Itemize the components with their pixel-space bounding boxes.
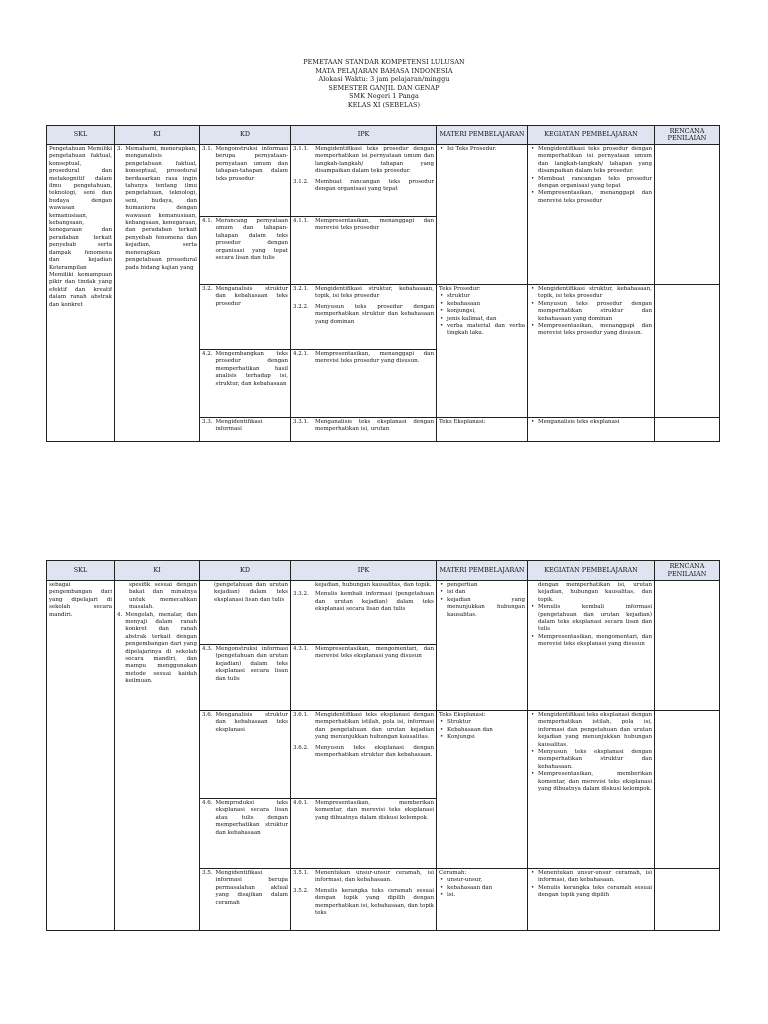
rencana-cell (655, 145, 720, 285)
col-header-ipk: IPK (291, 126, 437, 145)
col-header-rencana: RENCANA PENILAIAN (655, 561, 720, 581)
mapping-table-2 (46, 560, 720, 931)
ipk-cell: 3.6.1. Mengidentifikasi teks eksplanasi dengan memperhatikan istilah, pola isi, informasi dan pengetahuan dan urutan kejadian yang menunjukkan hubungan kausalitas. 3.6.2. Menyusun teks eksplanasi dengan memperhatikan struktur dan kebahasaan. (291, 711, 437, 799)
col-header-materi: MATERI PEMBELAJARAN (437, 126, 528, 145)
rencana-cell (655, 581, 720, 711)
col-header-skl: SKL (47, 561, 115, 581)
rencana-cell (655, 285, 720, 418)
document-header (0, 58, 768, 110)
ipk-cell: 3.3.1. Menganalisis teks eksplanasi dengan memperhatikan isi, urutan (291, 418, 437, 442)
col-header-ki: KI (115, 126, 200, 145)
doc-class: KELAS XI (SEBELAS) (347, 100, 421, 109)
doc-title: PEMETAAN STANDAR KOMPETENSI LULUSAN (303, 58, 465, 66)
skl-cell: Pengetahuan Memiliki pengetahuan faktual, konseptual, prosedural dan metakognitif dalam ilmu pengetahuan, teknologi, seni dan budaya dengan wawasan kemanusiaan, kebangsaan, kenegaraan dan peradaban terkait penyebab serta dampak fenomena dan kejadian Keterampilan Memiliki kemampuan pikir dan tindak yang efektif dan kreatif dalam ranah abstrak dan konkret (47, 145, 115, 442)
kd-cell: 3.6. Menganalisis struktur dan kebahasaan teks eksplanasi (200, 711, 291, 799)
kegiatan-cell: • Mengidentifikasi teks eksplanasi dengan memperhatikan istilah, pola isi, informasi dan pengetahuan dan urutan kejadian yang menunjukkan hubungan kausalitas. • Menyusun teks eksplanasi dengan memperhatikan struktur dan kebahasaan. • Mempresentasikan, memberikan komentar, dan merevisi teks eksplanasi yang dibuatnya dalam diskusi kelompok. (528, 711, 655, 869)
ipk-cell: 4.6.1. Mempresentasikan, memberikan komentar, dan merevisi teks eksplanasi yang dibuatnya dalam diskusi kelompok. (291, 799, 437, 869)
kd-cell: 3.5. Mengidentifikasi informasi berupa permasalahan aktual yang disajikan dalam ceramah (200, 869, 291, 931)
ipk-cell: 4.3.1. Mempresentasikan, mengomentari, dan merevisi teks eksplanasi yang disusun (291, 645, 437, 711)
kegiatan-cell: dengan memperhatikan isi, urutan kejadian, hubungan kausalitas, dan topik. • Menulis kembali informasi (pengetahuan dan urutan kejadian) dalam teks eksplanasi secara lisan dan tulis • Mempresentasikan, mengomentari, dan merevisi teks eksplanasi yang disusun (528, 581, 655, 711)
materi-cell: Teks Eksplanasi: (437, 418, 528, 442)
col-header-rencana: RENCANA PENILAIAN (655, 126, 720, 145)
kegiatan-cell: • Mengidentifikasi teks prosedur dengan memperhatikan isi pernyataan umum dan langkah-langkah/ tahapan yang disampaikan dalam teks prosedur. • Membuat rancangan teks prosedur dengan organisasi yang tepat • Mempresentasikan, menanggapi dan merevisi teks prosedur (528, 145, 655, 285)
kd-cell: 4.1. Merancang pernyataan umum dan tahapan-tahapan dalam teks prosedur dengan organisasi yang tepat secara lisan dan tulis (200, 217, 291, 285)
ipk-cell: 3.5.1. Menentukan unsur-unsur ceramah, isi informasi, dan kebahasaan. 3.5.2. Menulis kerangka teks ceramah sesuai dengan topik yang dipilih dengan memperhatikan isi, kebahasaan, dan topik teks (291, 869, 437, 931)
materi-cell: Ceramah: • unsur-unsur, • kebahasaan dan • isi. (437, 869, 528, 931)
rencana-cell (655, 711, 720, 869)
kd-cell: (pengetahuan dan urutan kejadian) dalam teks eksplanasi lisan dan tulis (200, 581, 291, 645)
kd-cell: 3.2. Menganalisis struktur dan kebahasaan teks prosedur (200, 285, 291, 350)
ipk-cell: 4.1.1. Mempresentasikan, menanggapi dan merevisi teks prosedur (291, 217, 437, 285)
kegiatan-cell: • Menganalisis teks eksplanasi (528, 418, 655, 442)
col-header-kegiatan: KEGIATAN PEMBELAJARAN (528, 561, 655, 581)
col-header-kegiatan: KEGIATAN PEMBELAJARAN (528, 126, 655, 145)
kd-cell: 4.6. Memproduksi teks eksplanasi secara lisan atau tulis dengan memperhatikan struktur dan kebahasaan (200, 799, 291, 869)
ipk-cell: 3.2.1. Mengidentifikasi struktur, kebahasaan, topik, isi teks prosedur 3.2.2. Menyusun teks prosedur dengan memperhatikan struktur dan kebahasaan yang dominan (291, 285, 437, 350)
doc-semester: SEMESTER GANJIL DAN GENAP (328, 83, 440, 92)
kd-cell: 3.3. Mengidentifikasi informasi (200, 418, 291, 442)
doc-school: SMK Negeri 1 Panga (349, 92, 419, 101)
mapping-table-1 (46, 125, 720, 442)
rencana-cell (655, 418, 720, 442)
kd-cell: 4.2. Mengembangkan teks prosedur dengan memperhatikan hasil analisis terhadap isi, struktur, dan kebahasaan (200, 350, 291, 418)
ipk-cell: 4.2.1. Mempresentasikan, menanggapi dan merevisi teks prosedur yang disusun. (291, 350, 437, 418)
doc-subject: MATA PELAJARAN BAHASA INDONESIA (315, 66, 453, 75)
kd-cell: 4.3. Mengonstruksi informasi (pengetahuan dan urutan kejadian) dalam teks eksplanasi secara lisan dan tulis (200, 645, 291, 711)
col-header-kd: KD (200, 561, 291, 581)
skl-cell: sebagai pengembangan dari yang dipelajari di sekolah secara mandiri. (47, 581, 115, 931)
ki-cell: spesifik sesuai dengan bakat dan minatnya untuk memecahkan masalah. 4. Mengolah, menalar, dan menyaji dalam ranah konkret dan ranah abstrak terkait dengan pengembangan dari yang dipelajarinya di sekolah secara mandiri, dan mampu menggunakan metode sesuai kaidah keilmuan. (115, 581, 200, 931)
materi-cell: • pengertian • isi dan • kejadian yang menunjukkan hubungan kausalitas. (437, 581, 528, 711)
col-header-skl: SKL (47, 126, 115, 145)
materi-cell: • Isi Teks Prosedur. (437, 145, 528, 285)
col-header-ki: KI (115, 561, 200, 581)
ipk-cell: kejadian, hubungan kausalitas, dan topik. 3.3.2. Menulis kembali informasi (pengetahuan dan urutan kejadian) dalam teks eksplanasi secara lisan dan tulis (291, 581, 437, 645)
materi-cell: Teks Prosedur: • struktur • kebahasaan • konjungsi, • jenis kalimat, dan • verba material dan verba tingkah laku. (437, 285, 528, 418)
col-header-materi: MATERI PEMBELAJARAN (437, 561, 528, 581)
ipk-cell: 3.1.1. Mengidentifikasi teks prosedur dengan memperhatikan isi pernyataan umum dan langkah-langkah/ tahapan yang disampaikan dalam teks prosedur. 3.1.2. Membuat rancangan teks prosedur dengan organisasi yang tepat (291, 145, 437, 217)
rencana-cell (655, 869, 720, 931)
kegiatan-cell: • Mengidentifikasi struktur, kebahasaan, topik, isi teks prosedur • Menyusun teks prosedur dengan memperhatikan struktur dan kebahasaan yang dominan • Mempresentasikan, menanggapi dan merevisi teks prosedur yang disusun. (528, 285, 655, 418)
ki-cell: 3. Memahami, menerapkan, menganalisis pengetahuan faktual, konseptual, prosedural berdasarkan rasa ingin tahunya tentang ilmu pengetahuan, teknologi, seni, budaya, dan humaniora dengan wawasan kemanusiaan, kebangsaan, kenegaraan, dan peradaban terkait penyebab fenomena dan kejadian, serta menerapkan pengetahuan prosedural pada bidang kajian yang (115, 145, 200, 442)
col-header-kd: KD (200, 126, 291, 145)
materi-cell: Teks Eksplanasi: • Struktur • Kebahasaan dan • Konjungsi (437, 711, 528, 869)
kd-cell: 3.1. Mengonstruksi informasi berupa pernyataan-pernyataan umum dan tahapan-tahapan dalam teks prosedur (200, 145, 291, 217)
doc-time-allocation: Alokasi Waktu: 3 jam pelajaran/minggu (318, 75, 450, 84)
col-header-ipk: IPK (291, 561, 437, 581)
kegiatan-cell: • Menentukan unsur-unsur ceramah, isi informasi, dan kebahasaan. • Menulis kerangka teks ceramah sesuai dengan topik yang dipilih (528, 869, 655, 931)
